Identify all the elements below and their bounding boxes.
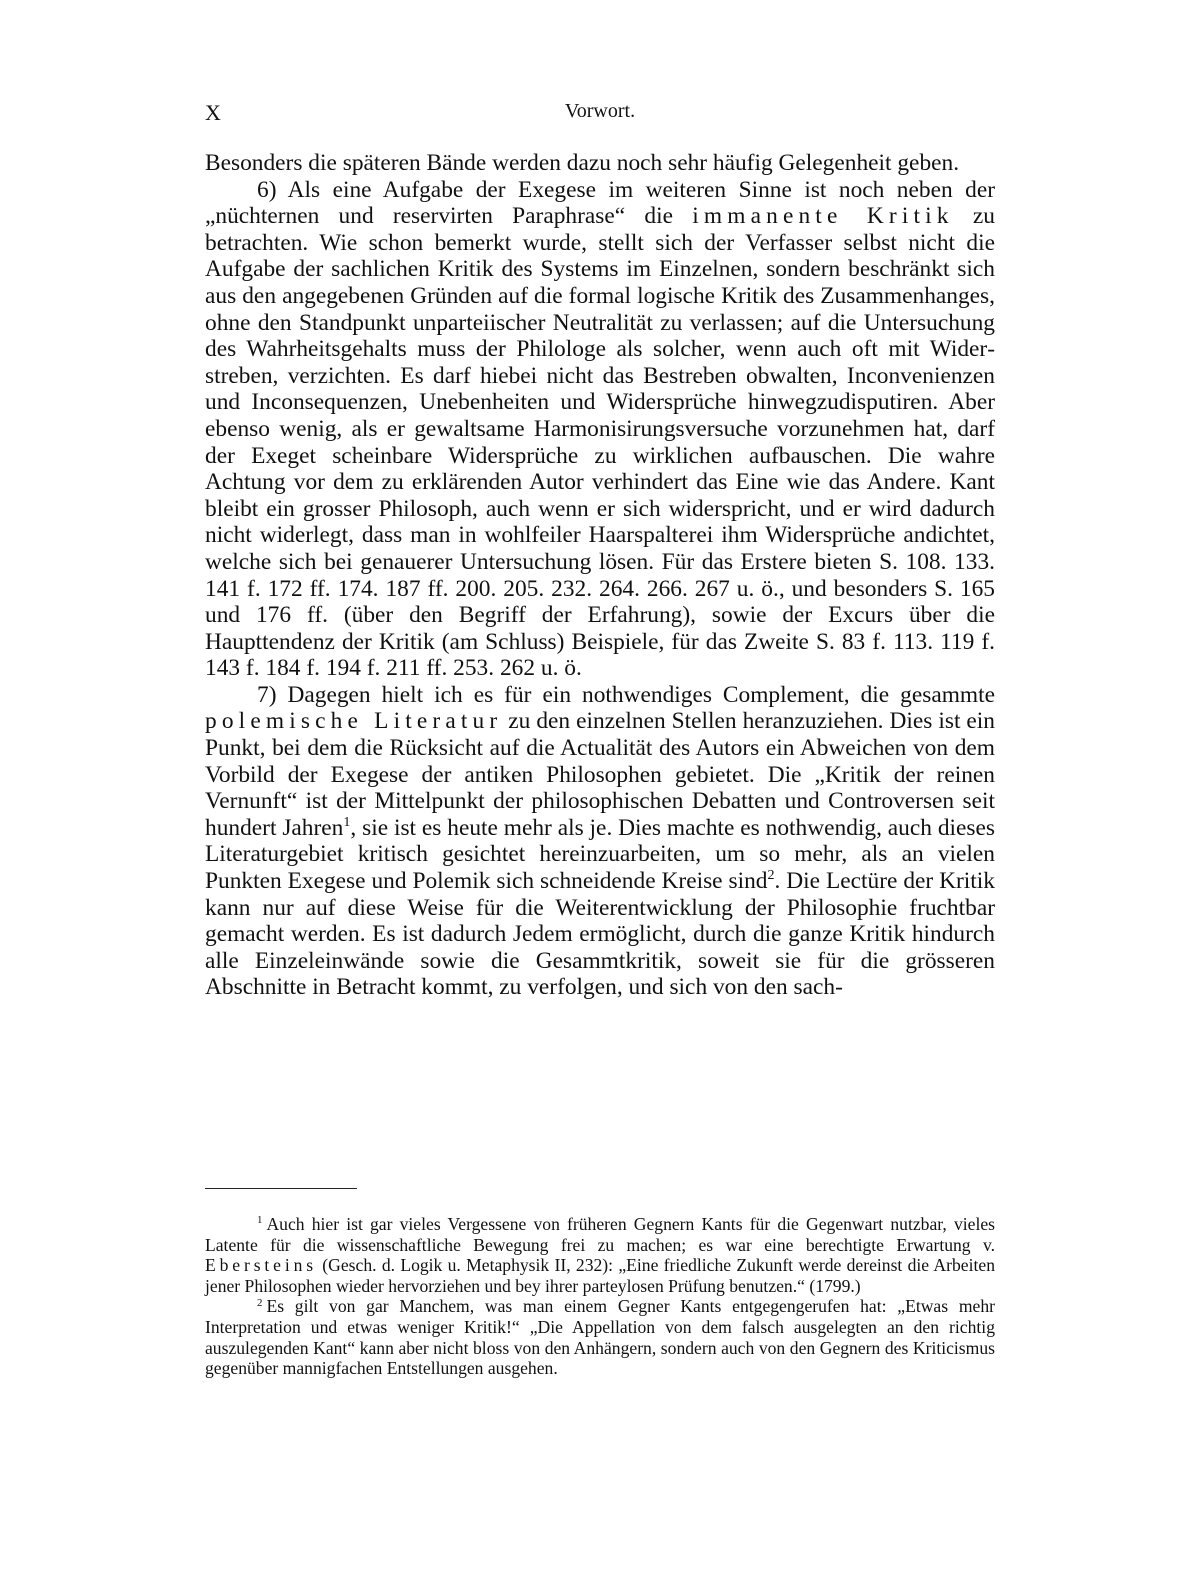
paragraph-text: Besonders die späteren Bände werden dazu noch sehr häufig Gelegenheit geben.	[205, 150, 960, 176]
paragraph-continuation	[205, 150, 995, 177]
footnotes	[205, 1214, 995, 1379]
footnote-mark: 2	[257, 1296, 263, 1309]
paragraph-text: zu betrachten. Wie schon bemerkt wurde, stellt sich der Verfasser selbst nicht die Aufgabe der sachlichen Kritik des Systems im Einzelnen, sondern beschränkt sich aus den angegebenen Gründen auf die formal logische Kritik des Zusammenhanges, ohne den Standpunkt unparteiischer Neutralität zu verlassen; auf die Untersuchung des Wahrheitsgehalts muss der Philologe als solcher, wenn auch oft mit Widerstreben, verzichten. Es darf hiebei nicht das Bestreben obwalten, Inconvenienzen und Inconsequenzen, Unebenheiten und Widersprüche hinwegzudisputiren. Aber ebenso wenig, als er gewaltsame Harmonisirungsversuche vorzunehmen hat, darf der Exeget scheinbare Widersprüche zu wirklichen aufbauschen. Die wahre Achtung vor dem zu erklärenden Autor verhindert das Eine wie das Andere. Kant bleibt ein grosser Philosoph, auch wenn er sich widerspricht, und er wird dadurch nicht widerlegt, dass man in wohlfeiler Haarspalterei ihm Widersprüche andichtet, welche sich bei genauerer Untersuchung lösen. Für das Erstere bieten S. 108. 133. 141 f. 172 ff. 174. 187 ff. 200. 205. 232. 264. 266. 267 u. ö., und besonders S. 165 und 176 ff. (über den Begriff der Erfahrung), sowie der Excurs über die Haupttendenz der Kritik (am Schluss) Beispiele, für das Zweite S. 83 f. 113. 119 f. 143 f. 184 f. 194 f. 211 ff. 253. 262 u. ö.	[205, 203, 995, 682]
page-header	[205, 100, 995, 130]
running-title: Vorwort.	[564, 100, 636, 122]
paragraph-text: . Die Lectüre der Kritik kann nur auf diese Weise für die Weiterentwicklung der Philosophie fruchtbar gemacht werden. Es ist dadurch Jedem ermöglicht, durch die ganze Kritik hindurch alle Einzeleinwände sowie die Gesammtkritik, soweit sie für die grösseren Abschnitte in Betracht kommt, zu verfolgen, und sich von den sach-	[205, 868, 995, 1001]
emphasized-name: Ebersteins	[205, 1255, 318, 1276]
footnote-reference-2: 2	[767, 867, 775, 884]
footnote-text: (Gesch. d. Logik u. Metaphysik II, 232): „Eine friedliche Zukunft werde dereinst die Arbeiten jener Philosophen wieder hervorziehen und bey ihrer parteylosen Prüfung benutzen.“ (1799.)	[205, 1255, 995, 1296]
footnote-mark: 1	[257, 1214, 263, 1227]
paragraph-6	[205, 177, 995, 682]
footnote-2	[205, 1296, 995, 1378]
footnote-text: Auch hier ist gar vieles Vergessene von früheren Gegnern Kants für die Gegenwart nutzbar, vieles Latente für die wissenschaftliche Bewegung frei zu machen; es war eine berechtigte Erwartung v.	[205, 1214, 995, 1255]
paragraph-7	[205, 682, 995, 1001]
paragraph-text: , sie ist es heute mehr als je. Dies machte es nothwendig, auch dieses Literaturgebiet kritisch gesichtet hereinzuarbeiten, um so mehr, als an vielen Punkten Exegese und Polemik sich schneidende Kreise sind	[205, 814, 995, 895]
emphasized-term: polemische Literatur	[205, 708, 503, 735]
footnote-text: Es gilt von gar Manchem, was man einem Gegner Kants entgegengerufen hat: „Etwas mehr Interpretation und etwas weniger Kritik!“ „Die Appellation von dem falsch ausgelegten an den richtig auszulegenden Kant“ kann aber nicht bloss von den Anhängern, sondern auch von den Gegnern des Kriticismus gegenüber mannigfachen Entstellungen ausgehen.	[205, 1296, 995, 1379]
paragraph-text: 7) Dagegen hielt ich es für ein nothwendiges Complement, die gesammte	[257, 681, 995, 708]
paragraph-text: 6) Als eine Aufgabe der Exegese im weiteren Sinne ist noch neben der „nüchternen und reservirten Paraphrase“ die	[205, 176, 995, 230]
page-number: X	[205, 100, 221, 125]
paragraph-text: zu den einzelnen Stellen heranzuziehen. Dies ist ein Punkt, bei dem die Rücksicht auf die Actualität des Autors ein Abweichen von dem Vorbild der Exegese der antiken Philosophen gebietet. Die „Kritik der reinen Vernunft“ ist der Mittelpunkt der philosophischen Debatten und Controversen seit hundert Jahren	[205, 708, 995, 841]
footnote-reference-1: 1	[343, 814, 351, 831]
footnote-1	[205, 1214, 995, 1296]
main-text	[205, 150, 995, 1001]
emphasized-term: immanente Kritik	[692, 203, 954, 230]
footnote-divider	[205, 1188, 357, 1189]
